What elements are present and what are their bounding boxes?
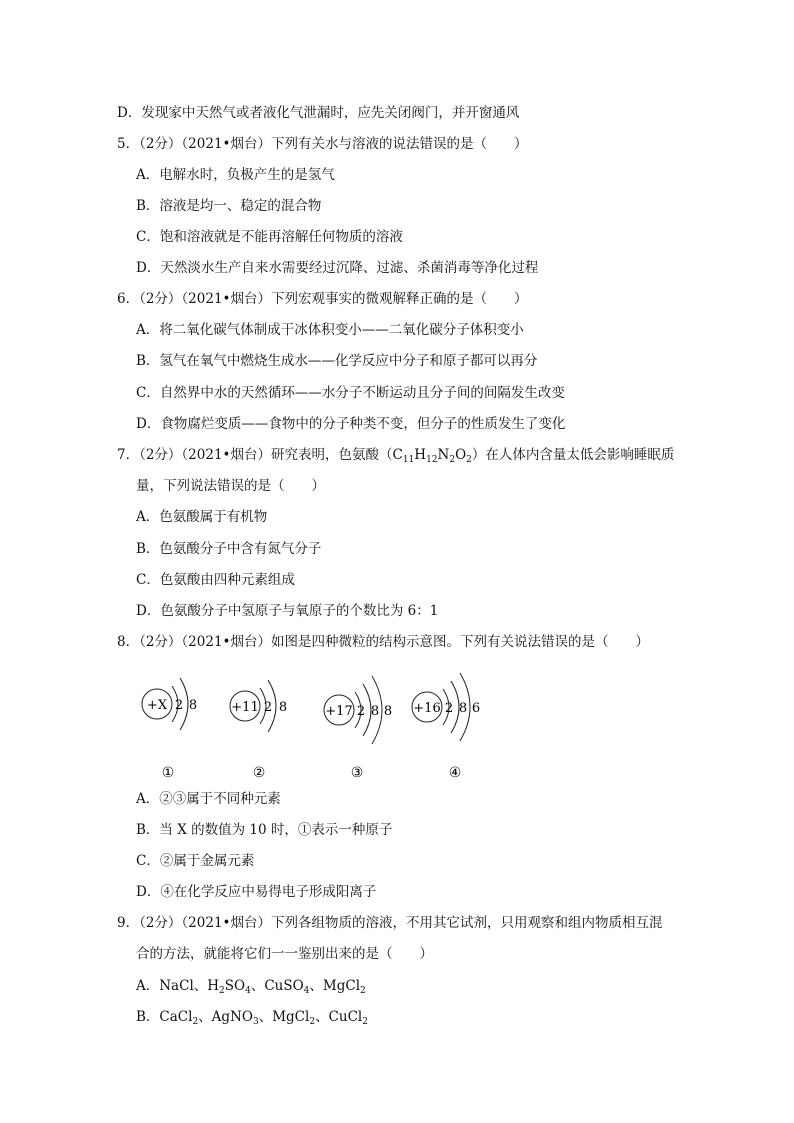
question-5: 5．（2分）（2021•烟台）下列有关水与溶液的说法错误的是（ ）: [117, 136, 528, 152]
q8-option-a: A．②③属于不同种元素: [136, 791, 281, 807]
atom-4-label: ④: [448, 765, 462, 781]
atom-4-nucleus: +16: [413, 701, 441, 716]
atom-3-diagram: [324, 676, 392, 744]
question-8: 8．（2分）（2021•烟台）如图是四种微粒的结构示意图。下列有关说法错误的是（ ）: [117, 634, 649, 650]
q7-option-d: D．色氨酸分子中氢原子与氧原子的个数比为 6：1: [136, 603, 439, 619]
atom-1-diagram: [142, 678, 197, 730]
atom-2-diagram: [230, 680, 287, 732]
q5-option-d: D．天然淡水生产自来水需要经过沉降、过滤、杀菌消毒等净化过程: [136, 260, 539, 276]
atom-3-shell-3: 8: [383, 704, 393, 719]
q8-option-d: D．④在化学反应中易得电子形成阳离子: [136, 884, 377, 900]
q5-option-c: C．饱和溶液就是不能再溶解任何物质的溶液: [136, 229, 403, 245]
atom-3-label: ③: [350, 765, 364, 781]
q9-option-b: B．CaCl$_2$、AgNO$_3$、MgCl$_2$、CuCl$_2$: [136, 1009, 368, 1027]
question-9: 9．（2分）（2021•烟台）下列各组物质的溶液，不用其它试剂，只用观察和组内物质相互混: [117, 915, 663, 931]
q8-option-b: B．当 X 的数值为 10 时，①表示一种原子: [136, 822, 393, 838]
q6-option-c: C．自然界中水的天然循环——水分子不断运动且分子间的间隔发生改变: [136, 385, 565, 401]
q4-option-d: D．发现家中天然气或者液化气泄漏时，应先关闭阀门，并开窗通风: [117, 105, 520, 121]
question-7: 7．（2分）（2021•烟台）研究表明，色氨酸$(C_{11}H_{12}N_2O_2)$在人体内含量太低会影响睡眠质: [117, 447, 675, 465]
atom-4-diagram: [412, 673, 480, 741]
atom-4-shell-2: 8: [458, 701, 468, 716]
q6-option-a: A．将二氧化碳气体制成干冰体积变小——二氧化碳分子体积变小: [136, 322, 524, 338]
q7-option-a: A．色氨酸属于有机物: [136, 509, 268, 525]
atom-3-nucleus: +17: [325, 704, 353, 719]
atom-1-shell-1: 2: [174, 698, 184, 713]
q5-option-a: A．电解水时，负极产生的是氢气: [136, 167, 335, 183]
q5-option-b: B．溶液是均一、稳定的混合物: [136, 198, 322, 214]
atom-2-label: ②: [252, 765, 266, 781]
atom-4-shell-1: 2: [444, 701, 454, 716]
atom-2-nucleus: +11: [231, 700, 259, 715]
atom-2-shell-1: 2: [263, 700, 273, 715]
question-7-continued: 量，下列说法错误的是（ ）: [136, 478, 325, 494]
q6-option-b: B．氢气在氧气中燃烧生成水——化学反应中分子和原子都可以再分: [136, 353, 538, 369]
atom-1-shell-2: 8: [188, 698, 198, 713]
atom-4-shell-3: 6: [471, 701, 481, 716]
atom-1-label: ①: [161, 765, 175, 781]
q7-option-c: C．色氨酸由四种元素组成: [136, 572, 295, 588]
atom-1-nucleus: +X: [146, 698, 168, 713]
q7-option-b: B．色氨酸分子中含有氮气分子: [136, 541, 322, 557]
question-9-continued: 合的方法，就能将它们一一鉴别出来的是（ ）: [136, 946, 433, 962]
q6-option-d: D．食物腐烂变质——食物中的分子种类不变，但分子的性质发生了变化: [136, 416, 566, 432]
atom-3-shell-1: 2: [356, 704, 366, 719]
question-6: 6．（2分）（2021•烟台）下列宏观事实的微观解释正确的是（ ）: [117, 291, 528, 307]
atom-3-shell-2: 8: [370, 704, 380, 719]
q8-option-c: C．②属于金属元素: [136, 853, 255, 869]
q9-option-a: A．NaCl、$H_2SO_4$、CuSO$_4$、MgCl$_2$: [136, 978, 366, 996]
atom-2-shell-2: 8: [278, 700, 288, 715]
